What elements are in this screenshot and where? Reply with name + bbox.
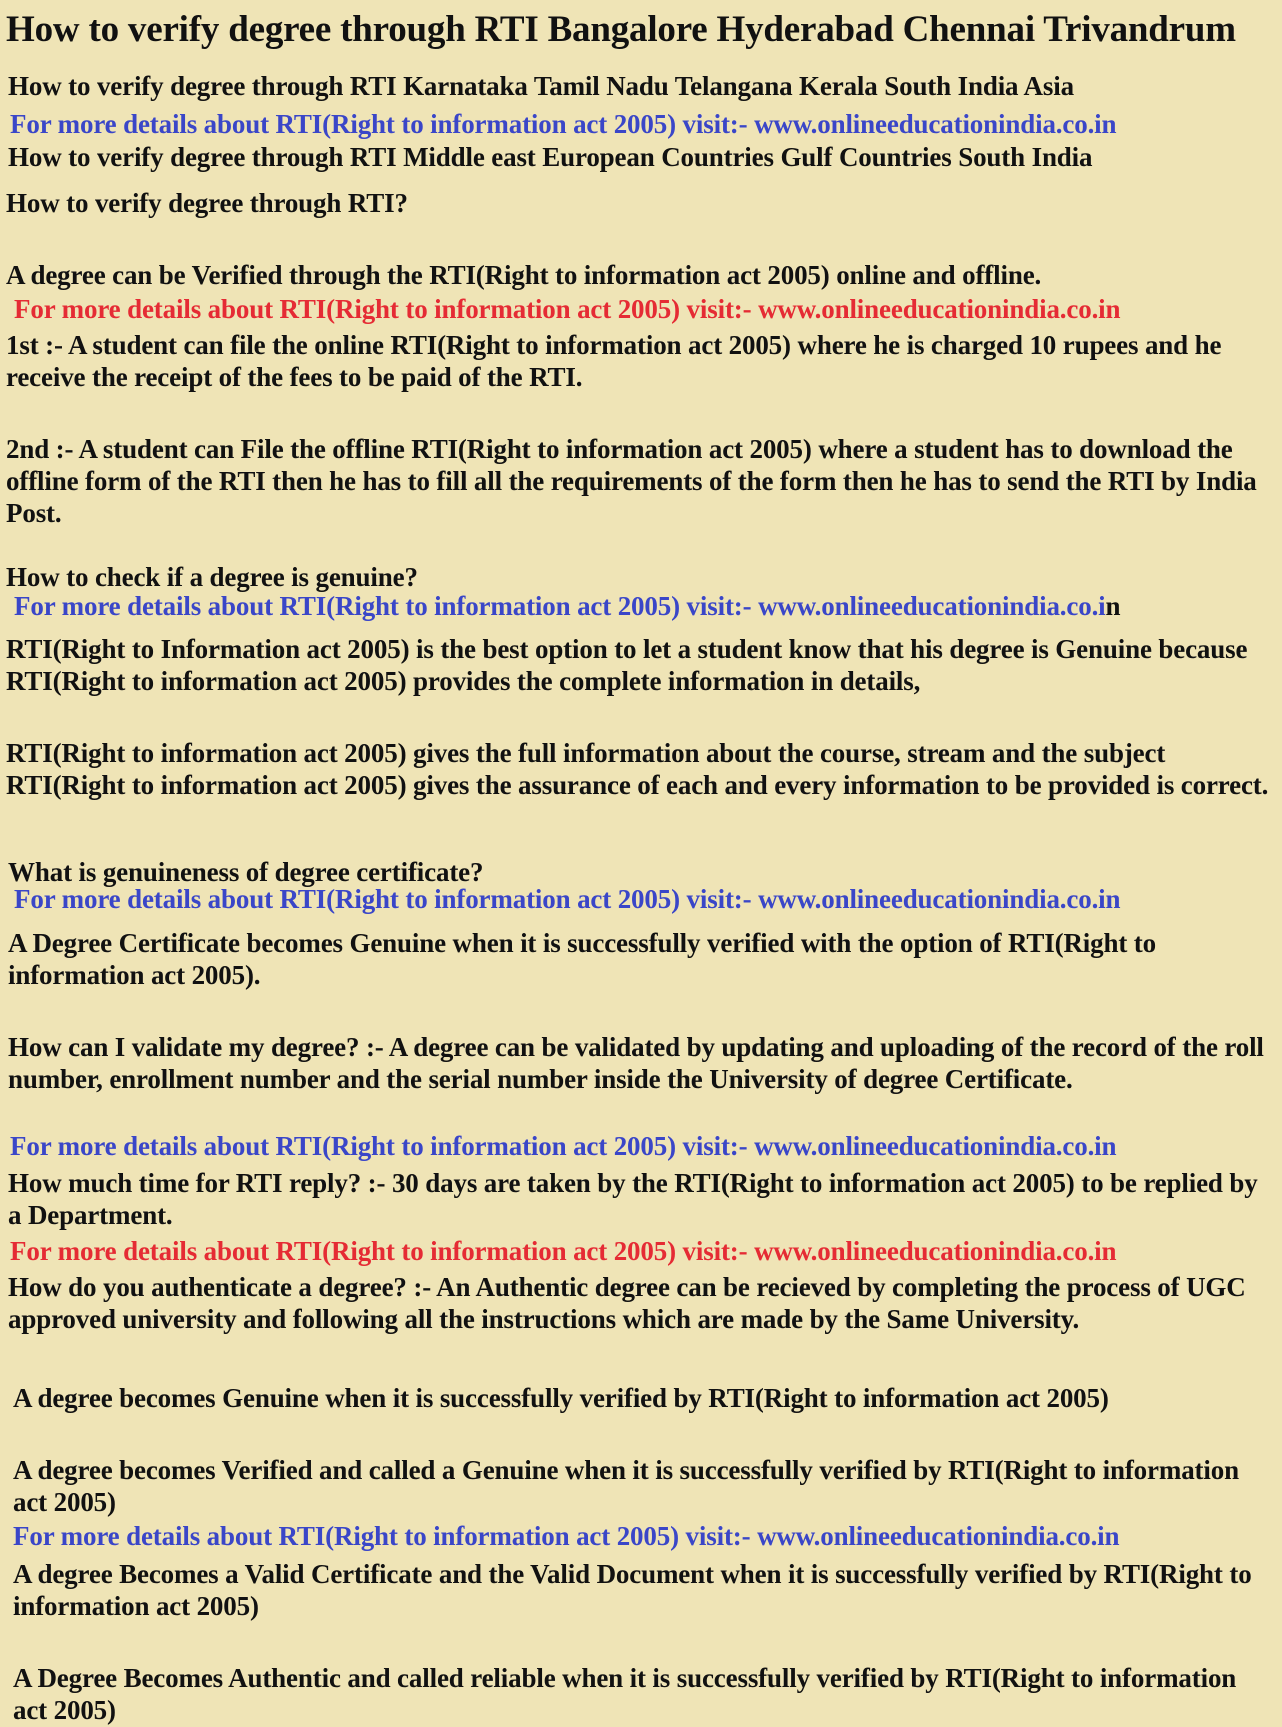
para-becomes-verified: A degree becomes Verified and called a Genuine when it is successfully verified by RTI(Right to information act 2005) (13, 1455, 1239, 1517)
para-offline-rti: 2nd :- A student can File the offline RTI(Right to information act 2005) where a student has to download the offline form of the RTI then he has to fill all the requirements of the form then he has to send the RTI by India Post. (6, 434, 1257, 528)
promo-link-5[interactable]: For more details about RTI(Right to information act 2005) visit:- www.onlineeducationindia.co.in (10, 1131, 1117, 1161)
para-full-info: RTI(Right to information act 2005) gives the full information about the course, stream and the subject RTI(Right to information act 2005) gives the assurance of each and every information to be provided is correct. (6, 738, 1269, 800)
question-genuineness: What is genuineness of degree certificate? (8, 857, 484, 887)
para-validate: How can I validate my degree? :- A degree can be validated by updating and uploading of the record of the roll number, enrollment number and the serial number inside the University of degree Certificate. (8, 1032, 1264, 1094)
subtitle-middle-east: How to verify degree through RTI Middle east European Countries Gulf Countries South India (8, 142, 1093, 172)
para-valid-certificate: A degree Becomes a Valid Certificate and the Valid Document when it is successfully verified by RTI(Right to information act 2005) (13, 1559, 1252, 1621)
para-rti-reply-time: How much time for RTI reply? :- 30 days are taken by the RTI(Right to information act 2005) to be replied by a Department. (8, 1168, 1258, 1230)
para-genuineness: A Degree Certificate becomes Genuine when it is successfully verified with the option of RTI(Right to information act 2005). (8, 928, 1156, 990)
promo-link-6[interactable]: For more details about RTI(Right to information act 2005) visit:- www.onlineeducationindia.co.in (10, 1236, 1117, 1266)
promo-link-7[interactable]: For more details about RTI(Right to information act 2005) visit:- www.onlineeducationindia.co.in (13, 1521, 1120, 1551)
page-title: How to verify degree through RTI Bangalore Hyderabad Chennai Trivandrum (6, 9, 1236, 50)
promo-link-1[interactable]: For more details about RTI(Right to information act 2005) visit:- www.onlineeducationindia.co.in (10, 109, 1117, 139)
promo-link-3-tail: n (1105, 591, 1121, 621)
para-authenticate: How do you authenticate a degree? :- An Authentic degree can be recieved by completing the process of UGC approved university and following all the instructions which are made by the Same University. (8, 1272, 1246, 1334)
promo-link-3[interactable] (14, 590, 1272, 622)
promo-link-3-text: For more details about RTI(Right to information act 2005) visit:- www.onlineeducationindia.co.i (14, 591, 1106, 621)
para-verify-online-offline: A degree can be Verified through the RTI(Right to information act 2005) online and offline. (6, 260, 1042, 290)
para-authentic-reliable: A Degree Becomes Authentic and called reliable when it is successfully verified by RTI(Right to information act 2005) (13, 1663, 1237, 1725)
para-becomes-genuine: A degree becomes Genuine when it is successfully verified by RTI(Right to information act 2005) (13, 1383, 1109, 1413)
para-best-option: RTI(Right to Information act 2005) is the best option to let a student know that his degree is Genuine because RTI(Right to information act 2005) provides the complete information in details, (6, 634, 1248, 696)
promo-link-2[interactable]: For more details about RTI(Right to information act 2005) visit:- www.onlineeducationindia.co.in (14, 294, 1121, 324)
para-online-rti: 1st :- A student can file the online RTI(Right to information act 2005) where he is charged 10 rupees and he receive the receipt of the fees to be paid of the RTI. (6, 330, 1222, 392)
promo-link-4[interactable]: For more details about RTI(Right to information act 2005) visit:- www.onlineeducationindia.co.in (14, 884, 1121, 914)
question-genuine: How to check if a degree is genuine? (6, 562, 418, 592)
question-verify: How to verify degree through RTI? (6, 188, 408, 218)
subtitle-south-india: How to verify degree through RTI Karnataka Tamil Nadu Telangana Kerala South India Asia (8, 71, 1074, 101)
